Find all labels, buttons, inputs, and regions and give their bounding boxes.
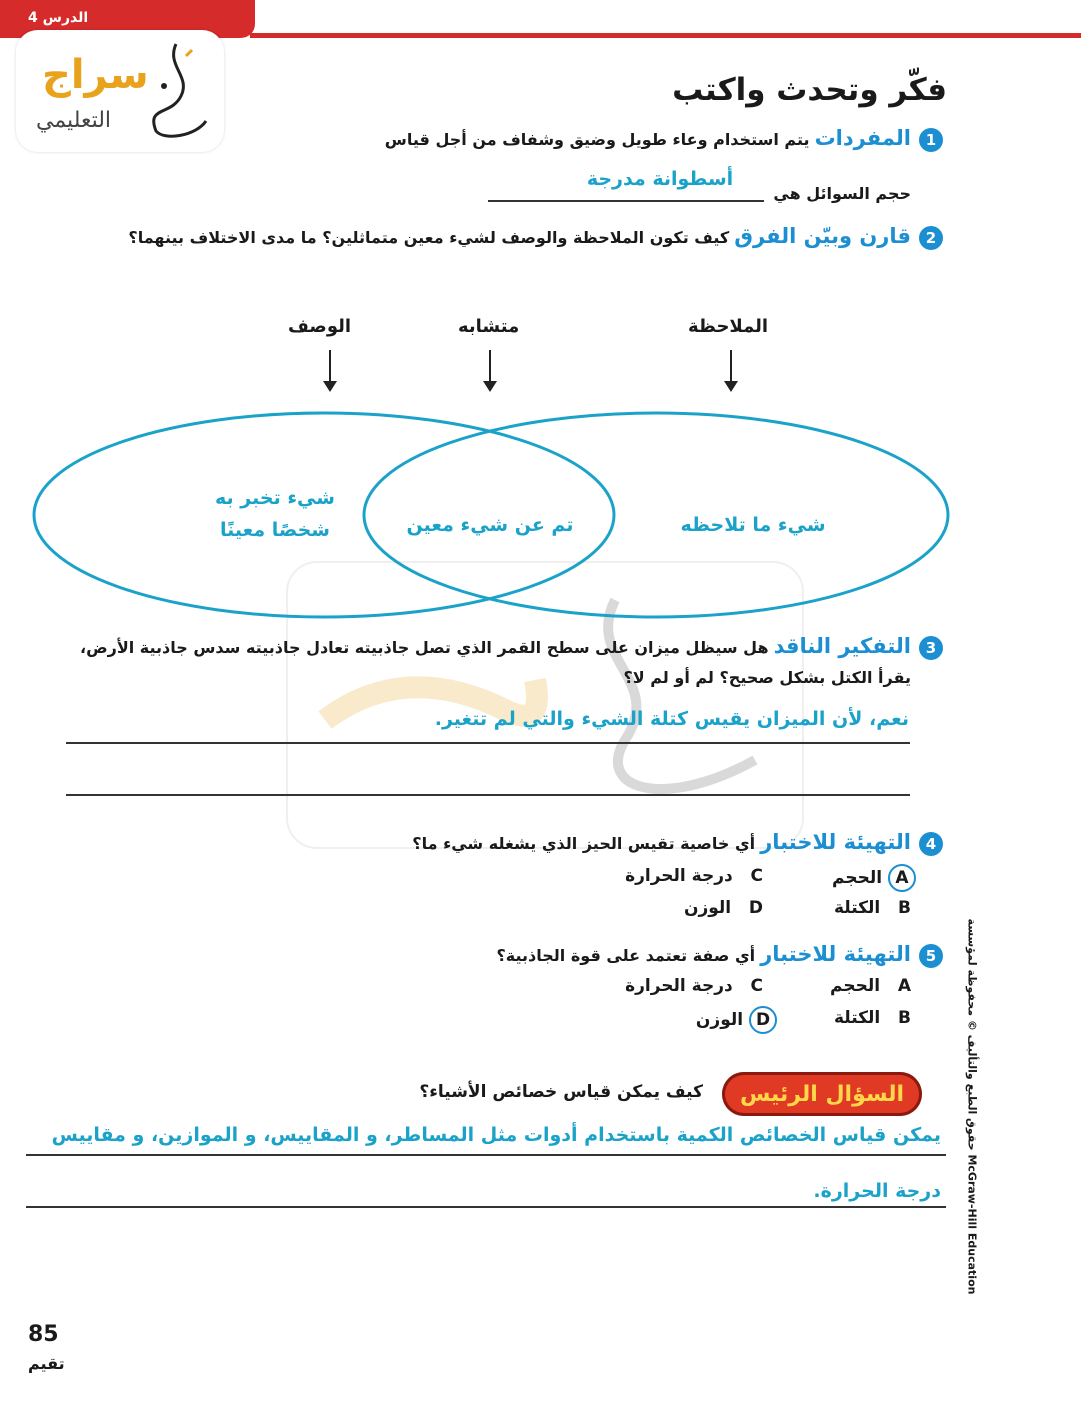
q1-answer-line (488, 200, 764, 202)
copyright-text: حقوق الطبع والتأليف © محفوظة لمؤسسة McGraw-Hill Education (965, 918, 979, 1295)
venn-answer-description-line1: شيء تخبر به (215, 487, 335, 509)
logo-line2: التعليمي (36, 108, 112, 133)
q5-line (311, 942, 911, 966)
venn-answer-similar: تم عن شيء معين (406, 514, 574, 536)
q5-option-d-text: الوزن (695, 1010, 744, 1030)
q5-heading: التهيئة للاختبار (760, 942, 911, 966)
q4-option-c-letter: C (750, 866, 763, 886)
q5-option-b-text: الكتلة (833, 1008, 881, 1028)
q1-number: 1 (919, 128, 943, 152)
footer-label: تقيم (28, 1354, 65, 1373)
q4-option-d[interactable] (684, 898, 763, 918)
copyright-sidebar (955, 900, 985, 1330)
q4-option-c[interactable] (625, 866, 763, 886)
q4-heading: التهيئة للاختبار (760, 830, 911, 854)
q2-line (71, 224, 911, 248)
q4-option-b-text: الكتلة (833, 898, 881, 918)
lesson-tab-label: الدرس 4 (28, 10, 89, 26)
q4-option-b[interactable] (834, 898, 911, 918)
q4-option-a-letter: A (888, 864, 916, 892)
q3-text-line2: يقرأ الكتل بشكل صحيح؟ لم أو لم لا؟ (623, 668, 911, 687)
q3-answer-line (66, 794, 910, 796)
venn-answer-observation: شيء ما تلاحظه (680, 514, 826, 536)
q5-option-d-letter: D (749, 1006, 777, 1034)
q4-option-b-letter: B (898, 898, 911, 918)
q5-option-a-text: الحجم (830, 976, 881, 996)
q4-number: 4 (919, 832, 943, 856)
q4-option-d-text: الوزن (683, 898, 732, 918)
q4-option-a[interactable] (832, 864, 916, 892)
q3-text-line1: هل سيظل ميزان على سطح القمر الذي تصل جاذبيته تعادل جاذبيته سدس جاذبية الأرض، (80, 638, 769, 657)
q5-option-c-letter: C (750, 976, 763, 996)
page-title: فكّر وتحدث واكتب (672, 72, 947, 108)
essential-question-badge: السؤال الرئيس (722, 1072, 922, 1116)
q3-number: 3 (919, 636, 943, 660)
q5-option-c[interactable] (625, 976, 763, 996)
q5-option-b[interactable] (834, 1008, 911, 1028)
venn-answer-description-line2: شخصًا معينًا (220, 519, 330, 541)
q1-text: يتم استخدام وعاء طويل وضيق وشفاف من أجل قياس (384, 130, 810, 149)
essential-answer-line2: درجة الحرارة. (813, 1180, 941, 1202)
q4-option-c-text: درجة الحرارة (625, 866, 733, 886)
essential-answer-line (26, 1206, 946, 1208)
essential-answer-line1: يمكن قياس الخصائص الكمية باستخدام أدوات مثل المساطر، و المقاييس، و الموازين، و مقاييس (51, 1124, 941, 1146)
page-number: 85 (28, 1322, 59, 1347)
q1-answer: أسطوانة مدرجة (586, 168, 734, 190)
venn-label-similar: متشابه (458, 316, 520, 337)
q5-text: أي صفة تعتمد على قوة الجاذبية؟ (496, 946, 756, 965)
q5-option-a[interactable] (830, 976, 911, 996)
q3-answer-line (66, 742, 910, 744)
essential-answer-line (26, 1154, 946, 1156)
q3-answer: نعم، لأن الميزان يقيس كتلة الشيء والتي لم تتغير. (434, 708, 909, 730)
logo-line1: سراج (42, 52, 149, 98)
q4-option-d-letter: D (748, 898, 763, 918)
arrow-down-icon (329, 350, 331, 390)
venn-diagram (28, 385, 958, 625)
site-logo (16, 30, 224, 152)
q5-option-a-letter: A (897, 976, 911, 996)
venn-label-observation: الملاحظة (688, 316, 769, 337)
q1-heading: المفردات (814, 126, 911, 150)
q5-option-d[interactable] (696, 1006, 777, 1034)
venn-label-description: الوصف (288, 316, 352, 337)
venn-answer-description (205, 482, 345, 546)
essential-question-text: كيف يمكن قياس خصائص الأشياء؟ (419, 1082, 703, 1102)
q1-line (311, 126, 911, 150)
q5-option-c-text: درجة الحرارة (625, 976, 733, 996)
q4-option-a-text: الحجم (832, 868, 883, 888)
calligraphy-icon (136, 36, 216, 146)
q2-heading: قارن وبيّن الفرق (734, 224, 911, 248)
q2-text: كيف تكون الملاحظة والوصف لشيء معين متماثلين؟ ما مدى الاختلاف بينهما؟ (128, 228, 730, 247)
q4-text: أي خاصية تقيس الحيز الذي يشغله شيء ما؟ (412, 834, 756, 853)
arrow-down-icon (489, 350, 491, 390)
arrow-down-icon (730, 350, 732, 390)
q2-number: 2 (919, 226, 943, 250)
header-red-bar (250, 33, 1081, 38)
q5-number: 5 (919, 944, 943, 968)
q1-prefix: حجم السوائل هي (773, 184, 911, 203)
q4-line (311, 830, 911, 854)
q3-line1 (71, 634, 911, 658)
q3-heading: التفكير الناقد (773, 634, 911, 658)
q5-option-b-letter: B (898, 1008, 911, 1028)
